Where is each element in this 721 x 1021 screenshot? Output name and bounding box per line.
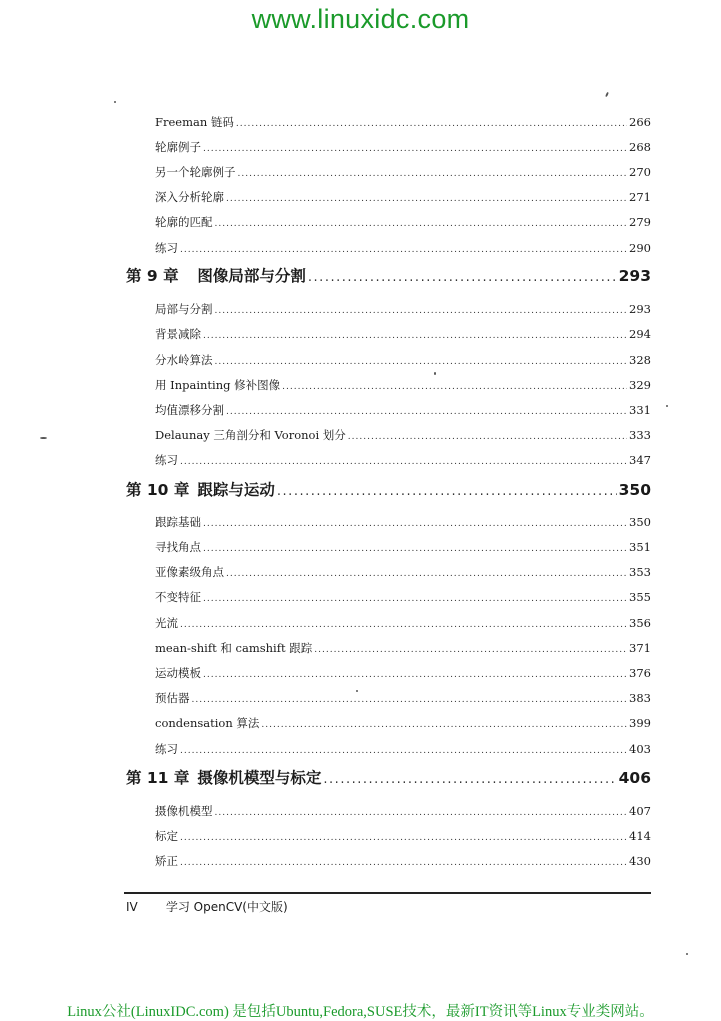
toc-entry <box>155 690 651 706</box>
leader-dots <box>180 746 627 756</box>
toc-entry-title: 不变特征 <box>155 590 201 604</box>
leader-dots <box>180 858 627 868</box>
toc-entry-page: 407 <box>629 804 651 818</box>
toc-entry <box>155 853 651 869</box>
toc-entry-page: 356 <box>629 616 651 630</box>
leader-dots <box>192 695 628 705</box>
watermark-bottom: Linux公社(LinuxIDC.com) 是包括Ubuntu,Fedora,SUSE技术，最新IT资讯等Linux专业类网站。 <box>67 1004 654 1020</box>
leader-dots <box>180 457 627 467</box>
leader-dots <box>282 382 627 392</box>
toc-entry <box>155 164 651 180</box>
scan-speck <box>356 690 358 692</box>
toc-entry <box>155 640 651 656</box>
toc-entry-page: 290 <box>629 241 651 255</box>
toc-entry-title: 矫正 <box>155 854 178 868</box>
toc-chapter-title: 图像局部与分割 <box>197 267 306 285</box>
scan-speck <box>666 405 668 407</box>
toc-entry-page: 270 <box>629 165 651 179</box>
leader-dots <box>238 169 628 179</box>
leader-dots <box>203 144 627 154</box>
toc-entry-page: 355 <box>629 590 651 604</box>
leader-dots <box>203 544 627 554</box>
toc-entry-page: 399 <box>629 716 651 730</box>
scan-speck <box>434 372 436 375</box>
toc-entry-title: Delaunay 三角剖分和 Voronoi 划分 <box>155 428 346 442</box>
toc-entry-title: mean-shift 和 camshift 跟踪 <box>155 641 313 655</box>
toc-entry <box>155 741 651 757</box>
toc-chapter-page: 406 <box>618 769 651 787</box>
toc-chapter-label: 第 10 章 <box>126 481 190 499</box>
leader-dots <box>308 270 617 285</box>
toc-entry-page: 293 <box>629 302 651 316</box>
toc-entry-title: 局部与分割 <box>155 302 213 316</box>
toc-chapter-heading <box>126 766 321 788</box>
scan-speck <box>605 92 609 97</box>
toc-chapter-label: 第 11 章 <box>126 769 190 787</box>
toc-entry-title: 另一个轮廓例子 <box>155 165 236 179</box>
toc-entry-page: 279 <box>629 215 651 229</box>
toc-entry-title: 跟踪基础 <box>155 515 201 529</box>
toc-entry <box>155 803 651 819</box>
toc-entry-title: 练习 <box>155 241 178 255</box>
toc-chapter <box>126 766 651 788</box>
toc-entry <box>155 589 651 605</box>
toc-entry-page: 350 <box>629 515 651 529</box>
toc-chapter-label: 第 9 章 <box>126 267 179 285</box>
scan-speck <box>686 953 688 955</box>
toc-entry-title: condensation 算法 <box>155 716 260 730</box>
leader-dots <box>180 833 627 843</box>
toc-entry <box>155 615 651 631</box>
leader-dots <box>215 357 628 367</box>
toc-entry <box>155 402 651 418</box>
leader-dots <box>203 331 627 341</box>
footer-rule <box>124 892 651 894</box>
toc-chapter-title: 跟踪与运动 <box>197 481 275 499</box>
leader-dots <box>180 245 627 255</box>
toc-entry-page: 294 <box>629 327 651 341</box>
toc-entry-title: 练习 <box>155 453 178 467</box>
toc-entry <box>155 189 651 205</box>
toc-entry <box>155 539 651 555</box>
leader-dots <box>348 432 627 442</box>
scan-speck <box>40 437 47 439</box>
toc-entry <box>155 427 651 443</box>
toc-entry-page: 353 <box>629 565 651 579</box>
toc-entry-title: 分水岭算法 <box>155 353 213 367</box>
leader-dots <box>277 484 617 499</box>
toc-chapter-heading <box>126 478 275 500</box>
toc-entry-page: 268 <box>629 140 651 154</box>
leader-dots <box>226 569 627 579</box>
toc-entry <box>155 326 651 342</box>
leader-dots <box>314 645 627 655</box>
toc-entry-title: 预估器 <box>155 691 190 705</box>
toc-entry <box>155 214 651 230</box>
toc-entry-title: 轮廓的匹配 <box>155 215 213 229</box>
toc-entry-title: 深入分析轮廓 <box>155 190 224 204</box>
toc-chapter-heading <box>126 264 306 286</box>
toc-entry-page: 383 <box>629 691 651 705</box>
toc-entry-page: 331 <box>629 403 651 417</box>
leader-dots <box>215 808 628 818</box>
leader-dots <box>226 194 627 204</box>
toc-entry <box>155 301 651 317</box>
toc-entry-title: 背景减除 <box>155 327 201 341</box>
toc-entry-page: 371 <box>629 641 651 655</box>
leader-dots <box>203 594 627 604</box>
toc-entry-title: 练习 <box>155 742 178 756</box>
leader-dots <box>215 219 628 229</box>
leader-dots <box>236 119 627 129</box>
toc-chapter-page: 293 <box>618 267 651 285</box>
toc-entry-title: Freeman 链码 <box>155 115 234 129</box>
toc-entry-page: 266 <box>629 115 651 129</box>
toc-entry <box>155 564 651 580</box>
toc-entry-page: 329 <box>629 378 651 392</box>
toc-entry <box>155 139 651 155</box>
leader-dots <box>203 519 627 529</box>
toc-entry <box>155 828 651 844</box>
toc-entry <box>155 715 651 731</box>
leader-dots <box>215 306 628 316</box>
toc-entry <box>155 514 651 530</box>
toc-entry-title: 均值漂移分割 <box>155 403 224 417</box>
page-footer <box>126 898 288 915</box>
toc-entry <box>155 114 651 130</box>
toc-entry-title: 寻找角点 <box>155 540 201 554</box>
leader-dots <box>180 620 627 630</box>
toc-chapter-title: 摄像机模型与标定 <box>197 769 322 787</box>
toc-entry <box>155 240 651 256</box>
toc-entry-page: 333 <box>629 428 651 442</box>
toc-chapter <box>126 478 651 500</box>
toc-entry-title: 亚像素级角点 <box>155 565 224 579</box>
book-title: 学习 OpenCV(中文版) <box>165 900 288 914</box>
toc-entry-page: 347 <box>629 453 651 467</box>
toc-entry-page: 430 <box>629 854 651 868</box>
toc-entry <box>155 452 651 468</box>
toc-entry-page: 414 <box>629 829 651 843</box>
watermark-top: www.linuxidc.com <box>251 4 470 34</box>
toc-entry-title: 摄像机模型 <box>155 804 213 818</box>
toc-entry-title: 用 Inpainting 修补图像 <box>155 378 281 392</box>
toc-chapter-page: 350 <box>618 481 651 499</box>
toc-entry-page: 351 <box>629 540 651 554</box>
page-folio: IV <box>126 900 138 914</box>
toc-entry-page: 403 <box>629 742 651 756</box>
toc-entry-page: 328 <box>629 353 651 367</box>
leader-dots <box>261 720 627 730</box>
toc-entry <box>155 377 651 393</box>
leader-dots <box>226 407 627 417</box>
toc-entry-title: 光流 <box>155 616 178 630</box>
scan-speck <box>114 101 116 103</box>
toc-entry-title: 标定 <box>155 829 178 843</box>
toc-chapter <box>126 264 651 286</box>
toc-entry-page: 376 <box>629 666 651 680</box>
leader-dots <box>323 772 616 787</box>
toc-entry-title: 运动模板 <box>155 666 201 680</box>
toc-entry <box>155 352 651 368</box>
leader-dots <box>203 670 627 680</box>
toc-entry <box>155 665 651 681</box>
toc-entry-title: 轮廓例子 <box>155 140 201 154</box>
toc-entry-page: 271 <box>629 190 651 204</box>
